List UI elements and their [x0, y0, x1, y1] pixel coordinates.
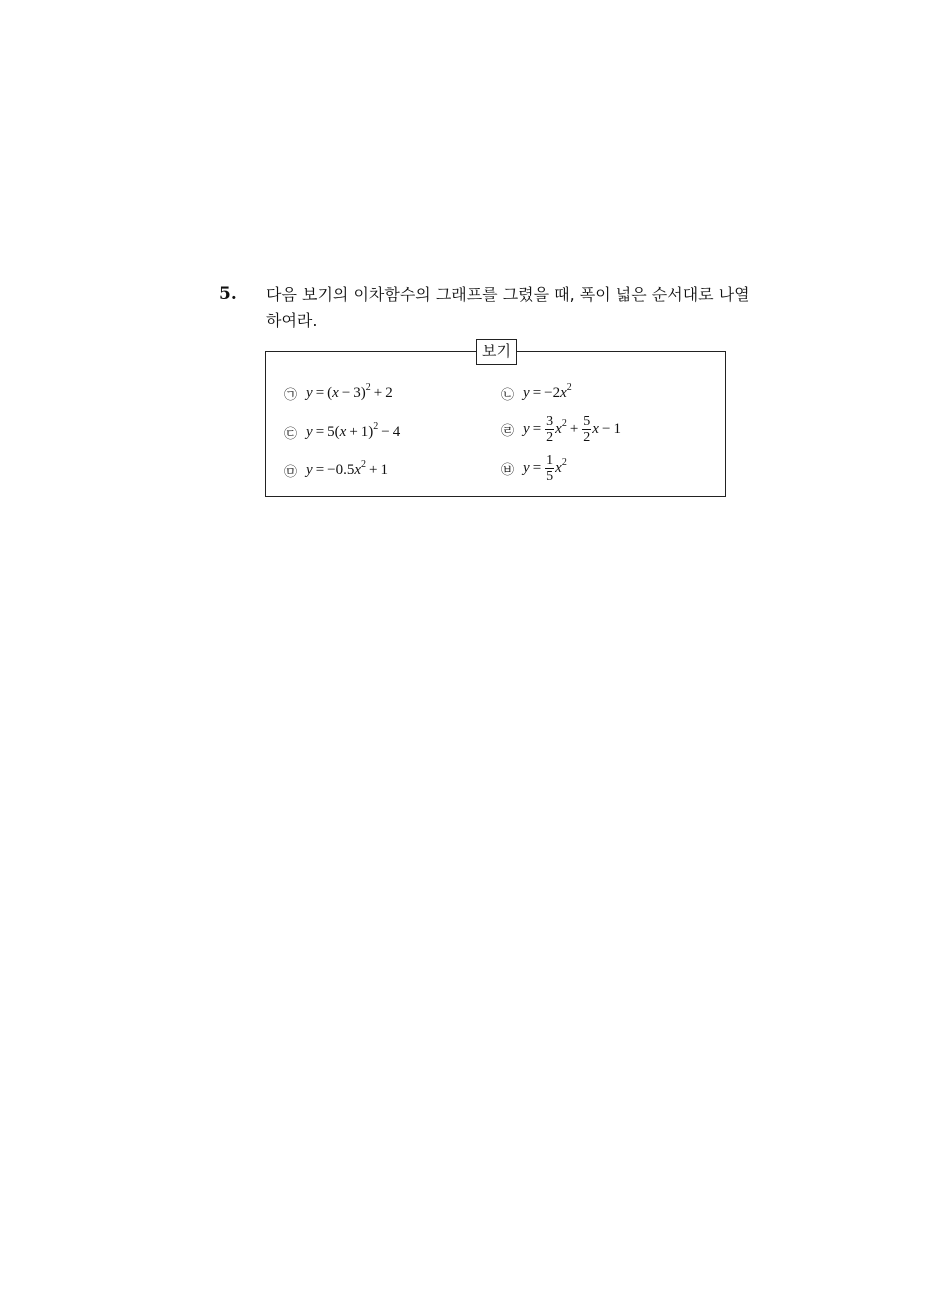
choice-5: [284, 461, 388, 480]
choice-equation: $y = 5(x + 1)^2 - 4$: [306, 421, 401, 440]
choice-equation: $y = -0.5x^2 + 1$: [306, 459, 389, 478]
choice-1: [284, 384, 393, 403]
choice-marker: ㉡: [501, 388, 515, 403]
fraction: $\frac{1}{5}$: [546, 453, 554, 484]
choice-marker: ㉠: [284, 388, 298, 403]
question-text: 다음 보기의 이차함수의 그래프를 그렸을 때, 폭이 넓은 순서대로 나열하여라.: [266, 285, 750, 330]
choice-equation: y = $\frac{3}{2}$ $x^2$ + $\frac{5}{2}$ x − 1: [523, 414, 621, 445]
choice-equation: $y = -2x^2$: [523, 382, 572, 401]
choice-4: [501, 414, 621, 445]
choice-marker: ㉢: [284, 427, 298, 442]
choice-3: [284, 423, 400, 442]
fraction: $\frac{5}{2}$: [583, 414, 591, 445]
choice-2: [501, 384, 572, 403]
choice-6: [501, 453, 567, 484]
question-number: 5.: [219, 284, 237, 304]
example-box-title: 보기: [476, 339, 517, 365]
fraction: $\frac{3}{2}$: [546, 414, 554, 445]
choice-marker: ㉥: [501, 463, 515, 478]
choice-marker: ㉤: [284, 465, 298, 480]
choice-equation: $y = (x - 3)^2 + 2$: [306, 382, 393, 401]
choice-marker: ㉣: [501, 424, 515, 439]
choice-equation: y = $\frac{1}{5}$ $x^2$: [523, 453, 567, 484]
